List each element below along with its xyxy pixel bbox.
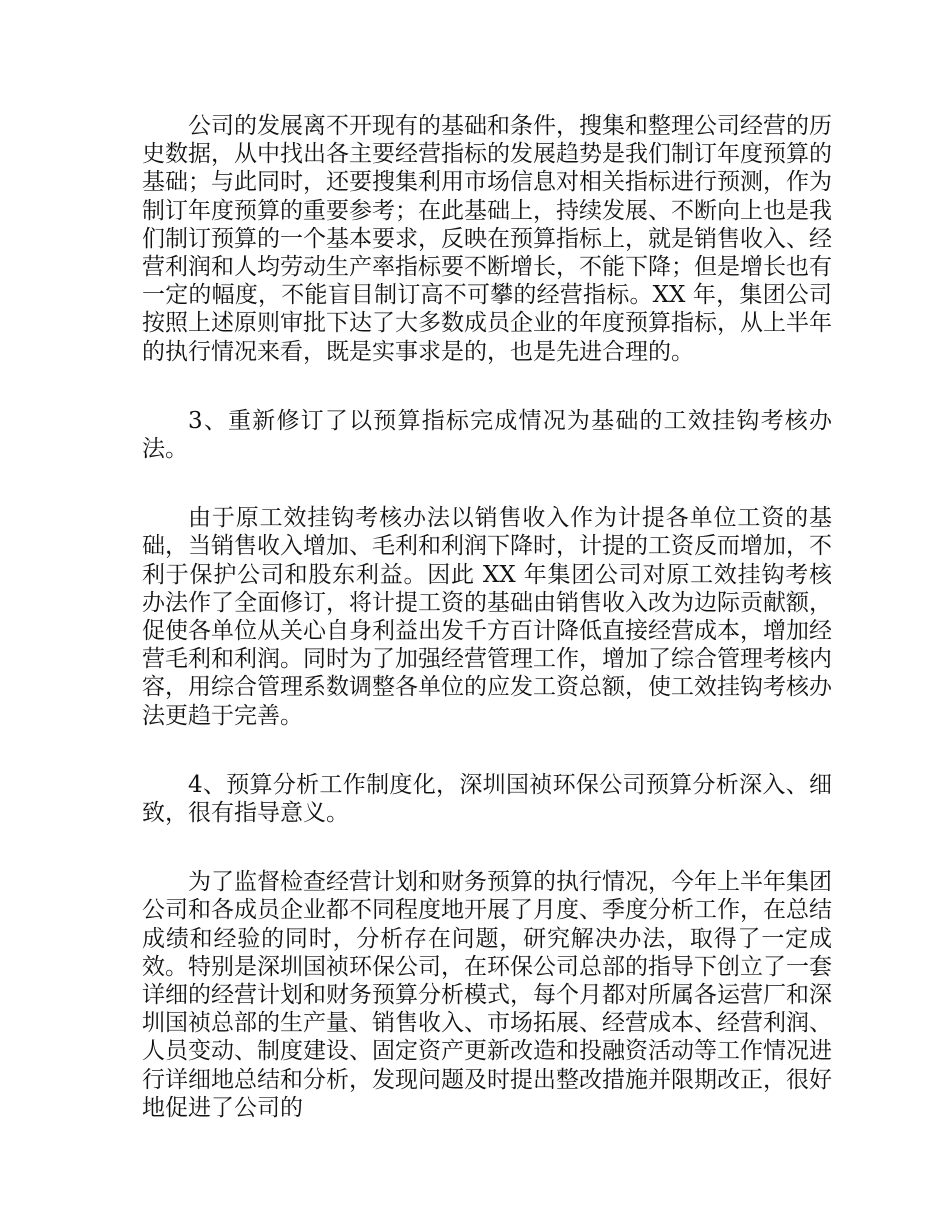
- paragraph-heading-4: 4、预算分析工作制度化，深圳国祯环保公司预算分析深入、细致，很有指导意义。: [142, 771, 832, 827]
- paragraph-salary-assessment: 由于原工效挂钩考核办法以销售收入作为计提各单位工资的基础，当销售收入增加、毛利和利润下降时，计提的工资反而增加，不利于保护公司和股东利益。因此 XX 年集团公司对原工效挂钩考核办法作了全面修订，将计提工资的基础由销售收入改为边际贡献额，促使各单位从关心自身利益出发千方百计降低直接经营成本，增加经营毛利和利润。同时为了加强经营管理工作，增加了综合管理考核内容，用综合管理系数调整各单位的应发工资总额，使工效挂钩考核办法更趋于完善。: [142, 505, 832, 729]
- paragraph-heading-3: 3、重新修订了以预算指标完成情况为基础的工效挂钩考核办法。: [142, 407, 832, 463]
- document-body: [142, 112, 832, 1122]
- paragraph-budget-principles: 公司的发展离不开现有的基础和条件，搜集和整理公司经营的历史数据，从中找出各主要经营指标的发展趋势是我们制订年度预算的基础；与此同时，还要搜集利用市场信息对相关指标进行预测，作为制订年度预算的重要参考；在此基础上，持续发展、不断向上也是我们制订预算的一个基本要求，反映在预算指标上，就是销售收入、经营利润和人均劳动生产率指标要不断增长，不能下降；但是增长也有一定的幅度，不能盲目制订高不可攀的经营指标。XX 年，集团公司按照上述原则审批下达了大多数成员企业的年度预算指标，从上半年的执行情况来看，既是实事求是的，也是先进合理的。: [142, 113, 832, 365]
- paragraph-budget-analysis: 为了监督检查经营计划和财务预算的执行情况，今年上半年集团公司和各成员企业都不同程度地开展了月度、季度分析工作，在总结成绩和经验的同时，分析存在问题，研究解决办法，取得了一定成效。特别是深圳国祯环保公司，在环保公司总部的指导下创立了一套详细的经营计划和财务预算分析模式，每个月都对所属各运营厂和深圳国祯总部的生产量、销售收入、市场拓展、经营成本、经营利润、人员变动、制度建设、固定资产更新改造和投融资活动等工作情况进行详细地总结和分析，发现问题及时提出整改措施并限期改正，很好地促进了公司的: [142, 869, 832, 1121]
